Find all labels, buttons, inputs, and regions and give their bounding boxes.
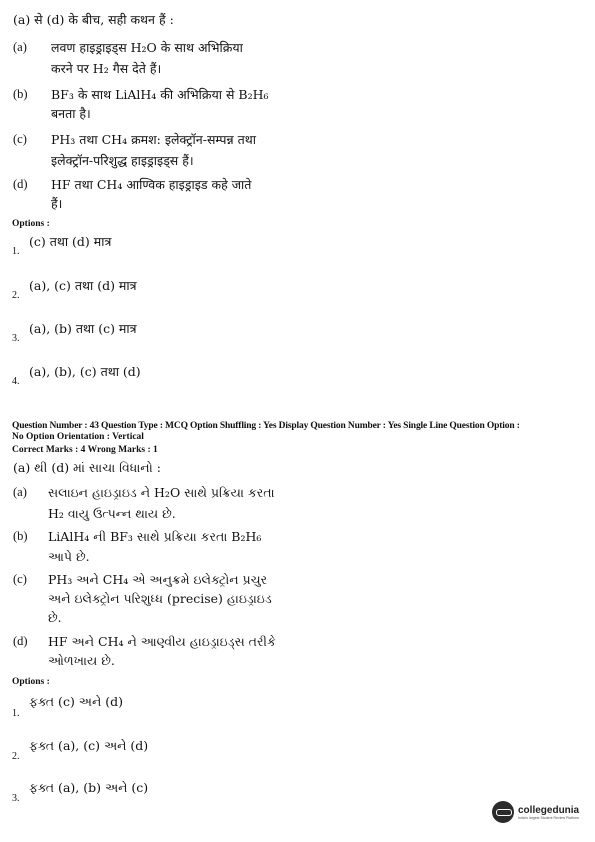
q43-statement-d-line1: HF અને CH₄ ને આણ્વીય હાઇડ્રાઇડ્સ તરીકે [48, 634, 276, 649]
logo-wordmark: collegedunia [518, 804, 580, 816]
q43-statement-c-line1: PH₃ અને CH₄ એ અનુક્રમે ઇલેક્ટ્રોન પ્રચુર [48, 572, 268, 587]
q42-statement-a-tag: (a) [13, 40, 27, 54]
q42-statement-a-line2: करने पर H₂ गैस देते हैं। [51, 61, 162, 76]
q42-statement-c-line2: इलेक्ट्रॉन-परिशुद्ध हाइड्राइड्स हैं। [51, 153, 194, 168]
q43-statement-a-line2: H₂ વાયુ ઉત્પન્ન થાય છે. [48, 506, 176, 521]
q42-option-3-number: 3. [12, 333, 20, 344]
q43-meta-line1: Question Number : 43 Question Type : MCQ Option Shuffling : Yes Display Question Number : Yes Single Line Question Option : [12, 421, 520, 431]
q43-statement-b-line1: LiAlH₄ ની BF₃ સાથે પ્રક્રિયા કરતા B₂H₆ [48, 529, 262, 544]
q43-statement-c-line3: છે. [48, 610, 62, 625]
q42-option-4-number: 4. [12, 376, 20, 387]
q42-statement-c-line1: PH₃ तथा CH₄ क्रमश: इलेक्ट्रॉन-सम्पन्न तथा [51, 132, 256, 147]
q42-statement-a-line1: लवण हाइड्राइड्स H₂O के साथ अभिक्रिया [51, 40, 243, 55]
q43-option-1-number: 1. [12, 708, 20, 719]
q42-option-1-number: 1. [12, 246, 20, 257]
q42-statement-d-line1: HF तथा CH₄ आण्विक हाइड्राइड कहे जाते [51, 177, 252, 192]
q43-statement-c-tag: (c) [13, 572, 27, 586]
q42-option-1[interactable]: (c) तथा (d) मात्र [29, 234, 112, 249]
q43-statement-d-line2: ઓળખાય છે. [48, 653, 115, 668]
q42-options-label: Options : [12, 219, 50, 229]
q42-option-4[interactable]: (a), (b), (c) तथा (d) [29, 364, 141, 379]
q43-statement-a-tag: (a) [13, 485, 27, 499]
q43-marks: Correct Marks : 4 Wrong Marks : 1 [12, 445, 158, 455]
q42-statement-b-line1: BF₃ के साथ LiAlH₄ की अभिक्रिया से B₂H₆ [51, 87, 269, 102]
q42-option-3[interactable]: (a), (b) तथा (c) मात्र [29, 321, 137, 336]
q42-statement-d-tag: (d) [13, 177, 28, 191]
graduate-avatar-icon [492, 801, 514, 823]
q42-option-2[interactable]: (a), (c) तथा (d) मात्र [29, 278, 137, 293]
q43-option-3-number: 3. [12, 793, 20, 804]
q43-option-2[interactable]: ફક્ત (a), (c) અને (d) [29, 738, 149, 753]
q43-statement-d-tag: (d) [13, 634, 28, 648]
q42-statement-c-tag: (c) [13, 132, 27, 146]
q43-statement-a-line1: સલાઇન હાઇડ્રાઇડ ને H₂O સાથે પ્રક્રિયા કરતા [48, 485, 275, 500]
q43-statement-b-line2: આપે છે. [48, 549, 90, 564]
q43-stem: (a) થી (d) માં સાચા વિધાનો : [13, 460, 161, 475]
q43-option-2-number: 2. [12, 751, 20, 762]
q42-statement-b-tag: (b) [13, 87, 28, 101]
q43-option-3[interactable]: ફક્ત (a), (b) અને (c) [29, 780, 149, 795]
q43-statement-c-line2: અને ઇલેક્ટ્રોન પરિશુધ્ધ (precise) હાઇડ્રાઇડ [48, 591, 272, 606]
q42-statement-d-line2: हैं। [51, 196, 63, 211]
q42-statement-b-line2: बनता है। [51, 106, 91, 121]
logo-tagline: India's largest Student Review Platform [518, 815, 579, 820]
q43-meta-line2: No Option Orientation : Vertical [12, 432, 144, 442]
collegedunia-logo [492, 801, 579, 823]
q42-option-2-number: 2. [12, 290, 20, 301]
q43-option-1[interactable]: ફક્ત (c) અને (d) [29, 694, 124, 709]
q42-stem: (a) से (d) के बीच, सही कथन हैं : [13, 12, 174, 27]
q43-options-label: Options : [12, 677, 50, 687]
q43-statement-b-tag: (b) [13, 529, 28, 543]
